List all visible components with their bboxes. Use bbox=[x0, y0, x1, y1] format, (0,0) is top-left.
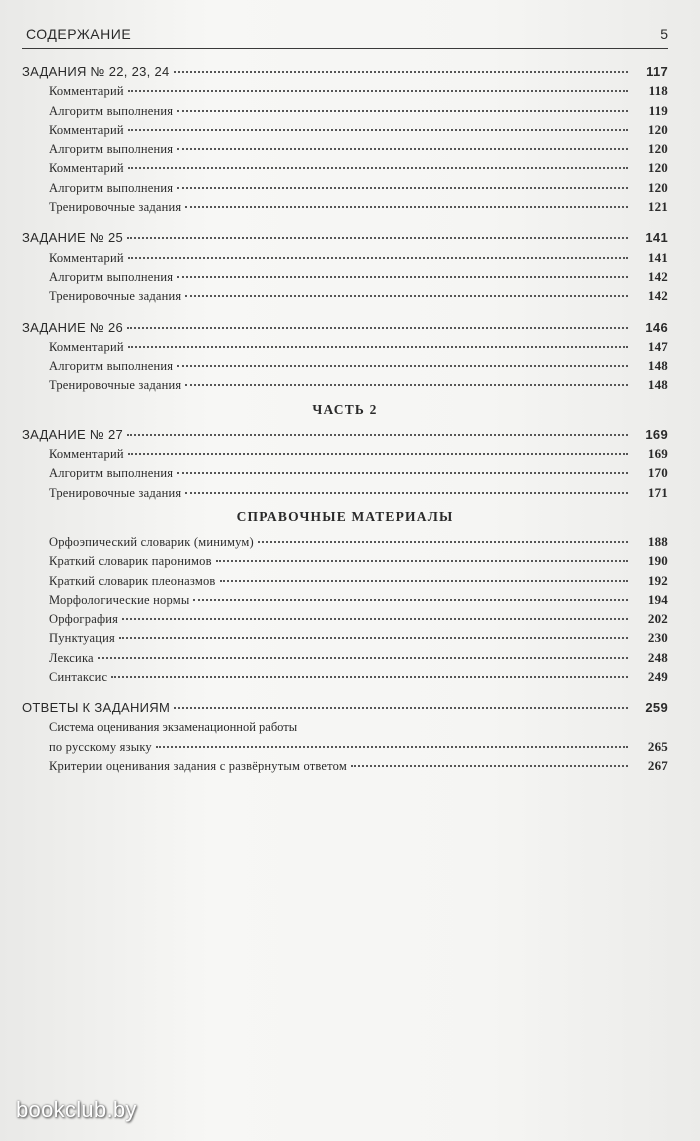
dot-leader bbox=[177, 275, 628, 278]
toc-entry-answers[interactable]: ОТВЕТЫ К ЗАДАНИЯМ 259 bbox=[22, 700, 668, 716]
toc-subentry[interactable]: Морфологические нормы 194 bbox=[49, 591, 668, 607]
toc-subentry[interactable]: Комментарий 141 bbox=[49, 249, 668, 265]
dot-leader bbox=[174, 70, 628, 73]
dot-leader bbox=[98, 656, 628, 659]
toc-subentry[interactable]: Алгоритм выполнения 119 bbox=[49, 102, 668, 118]
toc-entry-tasks-22-24[interactable]: ЗАДАНИЯ № 22, 23, 24 117 bbox=[22, 64, 668, 79]
toc-subentry[interactable]: Алгоритм выполнения 120 bbox=[49, 179, 668, 195]
toc-subentry[interactable]: Комментарий 169 bbox=[49, 446, 668, 462]
toc-subentry[interactable]: Краткий словарик паронимов 190 bbox=[49, 553, 668, 569]
dot-leader bbox=[156, 745, 628, 748]
toc-subentry-first-line[interactable]: Система оценивания экзаменационной работы bbox=[49, 719, 298, 734]
section-heading-part-2: ЧАСТЬ 2 bbox=[312, 401, 378, 417]
toc-subentry[interactable]: Комментарий 147 bbox=[49, 338, 668, 354]
dot-leader bbox=[177, 186, 628, 189]
dot-leader bbox=[127, 236, 628, 239]
table-of-contents bbox=[22, 62, 668, 775]
page-number: 5 bbox=[660, 26, 668, 42]
dot-leader bbox=[119, 636, 628, 639]
toc-subentry[interactable]: Комментарий 120 bbox=[49, 121, 668, 137]
dot-leader bbox=[174, 706, 628, 709]
dot-leader bbox=[216, 559, 628, 562]
dot-leader bbox=[185, 294, 628, 297]
toc-subentry[interactable]: Тренировочные задания 142 bbox=[49, 288, 668, 304]
dot-leader bbox=[127, 433, 628, 436]
toc-subentry[interactable]: Комментарий 118 bbox=[49, 83, 668, 99]
dot-leader bbox=[122, 617, 628, 620]
toc-subentry[interactable]: Синтаксис 249 bbox=[49, 669, 668, 685]
dot-leader bbox=[177, 471, 628, 474]
toc-entry-task-25[interactable]: ЗАДАНИЕ № 25 141 bbox=[22, 230, 668, 246]
toc-subentry[interactable]: Пунктуация 230 bbox=[49, 630, 668, 646]
toc-subentry[interactable]: Комментарий 120 bbox=[49, 160, 668, 176]
dot-leader bbox=[111, 675, 628, 678]
section-heading-reference: СПРАВОЧНЫЕ МАТЕРИАЛЫ bbox=[236, 508, 454, 524]
toc-subentry[interactable]: Тренировочные задания 148 bbox=[49, 377, 668, 393]
toc-subentry[interactable]: Тренировочные задания 121 bbox=[49, 199, 668, 215]
spacer bbox=[22, 686, 668, 698]
toc-subentry[interactable]: Орфоэпический словарик (минимум) 188 bbox=[49, 533, 668, 549]
watermark: bookclub.by bbox=[16, 1097, 137, 1122]
dot-leader bbox=[128, 166, 628, 169]
dot-leader bbox=[193, 598, 628, 601]
toc-subentry[interactable]: Краткий словарик плеоназмов 192 bbox=[49, 572, 668, 588]
dot-leader bbox=[128, 345, 628, 348]
dot-leader bbox=[177, 364, 628, 367]
toc-subentry[interactable]: Алгоритм выполнения 170 bbox=[49, 465, 668, 481]
dot-leader bbox=[351, 764, 628, 767]
running-head bbox=[22, 24, 668, 49]
dot-leader bbox=[220, 579, 629, 582]
toc-subentry[interactable]: Алгоритм выполнения 120 bbox=[49, 141, 668, 157]
dot-leader bbox=[185, 383, 628, 386]
dot-leader bbox=[258, 540, 628, 543]
dot-leader bbox=[128, 89, 628, 92]
toc-entry-task-26[interactable]: ЗАДАНИЕ № 26 146 bbox=[22, 319, 668, 335]
running-head-title: СОДЕРЖАНИЕ bbox=[26, 26, 132, 42]
toc-subentry[interactable]: Алгоритм выполнения 142 bbox=[49, 268, 668, 284]
toc-subentry[interactable]: Критерии оценивания задания с развёрнутым ответом 267 bbox=[49, 757, 668, 773]
spacer bbox=[22, 306, 668, 318]
toc-subentry[interactable]: Тренировочные задания 171 bbox=[49, 484, 668, 500]
dot-leader bbox=[127, 326, 628, 329]
toc-subentry[interactable]: Орфография 202 bbox=[49, 611, 668, 627]
toc-subentry[interactable]: по русскому языку 265 bbox=[49, 738, 668, 754]
dot-leader bbox=[185, 491, 628, 494]
dot-leader bbox=[128, 128, 628, 131]
dot-leader bbox=[128, 256, 628, 259]
dot-leader bbox=[177, 109, 628, 112]
toc-subentry[interactable]: Алгоритм выполнения 148 bbox=[49, 358, 668, 374]
spacer bbox=[22, 216, 668, 228]
toc-entry-task-27[interactable]: ЗАДАНИЕ № 27 169 bbox=[22, 426, 668, 442]
dot-leader bbox=[177, 147, 628, 150]
dot-leader bbox=[185, 205, 628, 208]
dot-leader bbox=[128, 452, 628, 455]
toc-subentry[interactable]: Лексика 248 bbox=[49, 649, 668, 665]
